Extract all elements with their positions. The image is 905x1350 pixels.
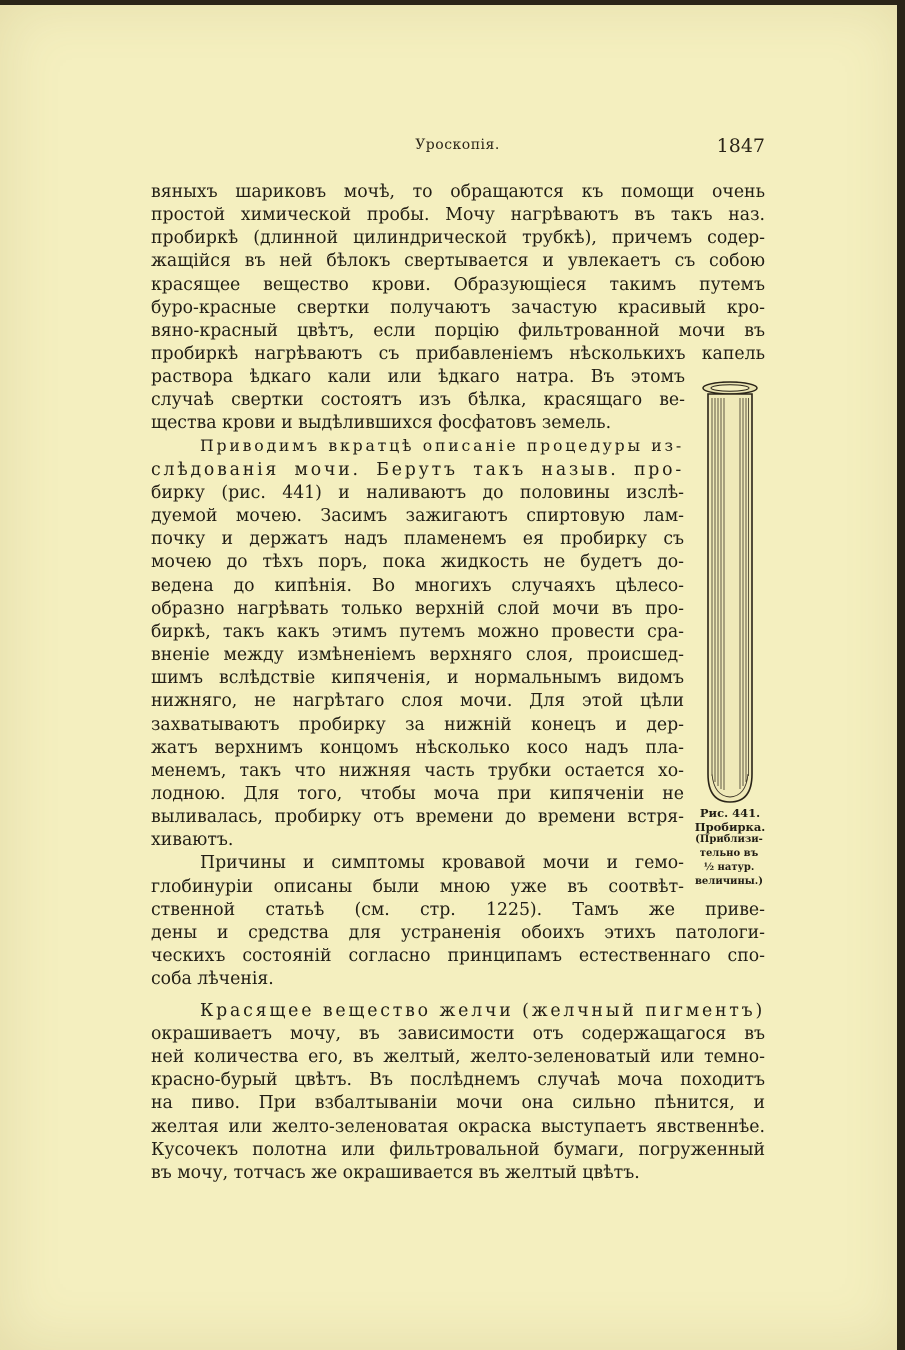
text-line: слѣдованія мочи. Берутъ такъ назыв. про-	[151, 460, 684, 480]
text-line: вяныхъ шариковъ мочѣ, то обращаются къ помощи очень	[151, 182, 765, 202]
book-spine-edge	[897, 0, 905, 1350]
text-line: шимъ вслѣдствіе кипяченія, и нормальнымъ видомъ	[151, 668, 684, 688]
text-line: буро-красные свертки получаютъ зачастую красивый кро-	[151, 298, 765, 318]
text-line: нижняго, не нагрѣтаго слоя мочи. Для этой цѣли	[151, 691, 684, 711]
text-line: щества крови и выдѣлившихся фосфатовъ земель.	[151, 413, 612, 433]
text-line: мочею до тѣхъ поръ, пока жидкость не будетъ до-	[151, 552, 684, 572]
text-line: захватываютъ пробирку за нижній конецъ и дер-	[151, 715, 684, 735]
text-line: дены и средства для устраненія обоихъ этихъ патологи-	[151, 923, 765, 943]
text-line: случаѣ свертки состоятъ изъ бѣлка, красящаго ве-	[151, 390, 685, 410]
text-line: лодною. Для того, чтобы моча при кипяченіи не	[151, 784, 684, 804]
text-line: вяно-красный цвѣтъ, если порцію фильтрованной мочи въ	[151, 321, 765, 341]
text-line: простой химической пробы. Мочу нагрѣваютъ въ такъ наз.	[151, 205, 765, 225]
text-line: вненіе между измѣненіемъ верхняго слоя, происшед-	[151, 645, 684, 665]
text-line: почку и держатъ надъ пламенемъ ея пробирку съ	[151, 529, 684, 549]
text-line: хиваютъ.	[151, 830, 234, 850]
text-line: раствора ѣдкаго кали или ѣдкаго натра. Въ этомъ	[151, 367, 685, 387]
paragraph-start: Красящее вещество желчи (желчный пигментъ)	[200, 1001, 765, 1021]
text-line: глобинуріи описаны были мною уже въ соотвѣт-	[151, 877, 684, 897]
text-line: Кусочекъ полотна или фильтровальной бумаги, погруженный	[151, 1140, 765, 1160]
page-number: 1847	[716, 135, 765, 157]
text-line: красящее вещество крови. Образующіеся такимъ путемъ	[151, 275, 765, 295]
paragraph-start: Приводимъ вкратцѣ описаніе процедуры из-	[200, 436, 684, 455]
text-line: въ мочу, тотчасъ же окрашивается въ желтый цвѣтъ.	[151, 1163, 640, 1183]
figure-note: (Приблизи-	[695, 834, 763, 845]
text-line: менемъ, такъ что нижняя часть трубки остается хо-	[151, 761, 684, 781]
page-top-edge	[0, 0, 905, 5]
text-line: ственной статьѣ (см. стр. 1225). Тамъ же приве-	[151, 900, 765, 920]
text-line: на пиво. При взбалтываніи мочи она сильно пѣнится, и	[151, 1093, 765, 1113]
text-line: окрашиваетъ мочу, въ зависимости отъ содержащагося въ	[151, 1024, 765, 1044]
text-line: красно-бурый цвѣтъ. Въ послѣднемъ случаѣ моча походитъ	[151, 1070, 765, 1090]
figure-note: величины.)	[694, 876, 764, 887]
text-line: пробиркѣ нагрѣваютъ съ прибавленіемъ нѣсколькихъ капель	[151, 344, 765, 364]
text-line: пробиркѣ (длинной цилиндрической трубкѣ), причемъ содер-	[151, 228, 765, 248]
figure-number: Рис. 441.	[699, 806, 761, 820]
figure-note: тельно въ	[699, 848, 759, 859]
text-line: жатъ верхнимъ концомъ нѣсколько косо надъ пла-	[151, 738, 684, 758]
figure-title: Пробирка.	[694, 820, 766, 834]
test-tube-illustration	[700, 378, 760, 808]
text-line: бирку (рис. 441) и наливаютъ до половины изслѣ-	[151, 483, 684, 503]
running-header	[150, 131, 765, 165]
text-line: образно нагрѣвать только верхній слой мочи въ про-	[151, 599, 684, 619]
text-line: выливалась, пробирку отъ времени до времени встря-	[151, 807, 684, 827]
text-line: ней количества его, въ желтый, желто-зеленоватый или темно-	[151, 1047, 765, 1067]
figure-note: ½ натур.	[703, 862, 755, 873]
text-line: ведена до кипѣнія. Во многихъ случаяхъ цѣлесо-	[151, 576, 684, 596]
text-line: соба лѣченія.	[151, 969, 274, 989]
text-line: жащійся въ ней бѣлокъ свертывается и увлекаетъ съ собою	[151, 251, 765, 271]
text-line: ческихъ состояній согласно принципамъ естественнаго спо-	[151, 946, 765, 966]
text-line: дуемой мочею. Засимъ зажигаютъ спиртовую лам-	[151, 506, 684, 526]
text-line: биркѣ, такъ какъ этимъ путемъ можно провести сра-	[151, 622, 684, 642]
paragraph-start: Причины и симптомы кровавой мочи и гемо-	[200, 853, 684, 873]
running-title: Уроскопія.	[415, 137, 500, 153]
text-line: желтая или желто-зеленоватая окраска выступаетъ явственнѣе.	[151, 1117, 765, 1137]
